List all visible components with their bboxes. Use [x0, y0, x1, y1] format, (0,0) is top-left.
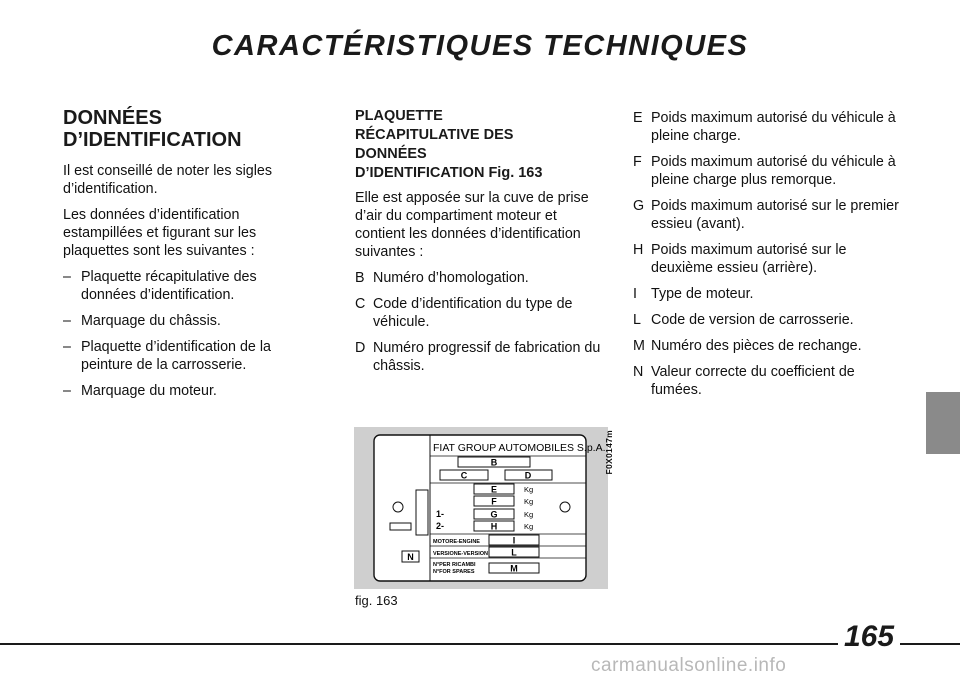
unit-kg: Kg [524, 522, 534, 531]
plate-strip [416, 490, 428, 535]
axle-2-label: 2- [436, 521, 445, 531]
figure-identification-plate [354, 427, 608, 589]
paragraph-plaquette: Elle est apposée sur la cuve de prise d’air du compartiment moteur et contient les données d’identification suivantes : [355, 190, 589, 260]
list-item: – Marquage du moteur. [63, 383, 217, 399]
list-item: E Poids maximum autorisé du véhicule à pleine charge. [633, 110, 896, 144]
label-f: F [491, 496, 497, 507]
label-h: H [490, 521, 498, 532]
paragraph-intro: Il est conseillé de noter les sigles d’identification. [63, 163, 273, 197]
motore-engine-label: MOTORE-ENGINE [433, 539, 480, 545]
watermark: carmanualsonline.info [591, 655, 787, 676]
unit-kg: Kg [524, 485, 534, 494]
plate-header: FIAT GROUP AUTOMOBILES S.p.A. [433, 442, 606, 454]
label-g: G [490, 509, 498, 520]
figure-caption: fig. 163 [355, 593, 398, 608]
subsection-heading-line3: DONNÉES [355, 146, 427, 162]
label-e: E [490, 484, 498, 495]
column-legend [633, 109, 903, 407]
column-identification [63, 107, 295, 408]
list-item: C Code d’identification du type de véhicule. [355, 296, 573, 330]
versione-version-label: VERSIONE-VERSION [433, 551, 489, 557]
axle-1-label: 1- [436, 509, 445, 519]
column-plaquette [355, 107, 610, 383]
list-item: G Poids maximum autorisé sur le premier essieu (avant). [633, 198, 899, 232]
mounting-hole-right [560, 502, 570, 512]
page-title: CARACTÉRISTIQUES TECHNIQUES [211, 30, 749, 62]
section-heading-line2: D’IDENTIFICATION [63, 129, 242, 151]
list-item: N Valeur correcte du coefficient de fumées. [633, 364, 855, 398]
label-n: N [407, 552, 414, 562]
plate-illustration [354, 427, 608, 589]
list-item: – Marquage du châssis. [63, 313, 221, 329]
label-d: D [524, 470, 532, 481]
list-item: I Type de moteur. [633, 286, 754, 302]
label-b: B [490, 457, 498, 468]
list-item: L Code de version de carrosserie. [633, 312, 854, 328]
paragraph-list-intro: Les données d’identification estampillées et figurant sur les plaquettes sont les suivantes : [63, 207, 257, 259]
footer-rule [0, 643, 960, 645]
page-number: 165 [838, 620, 900, 654]
subsection-heading-line4: D’IDENTIFICATION Fig. 163 [355, 165, 543, 181]
label-l: L [511, 547, 517, 558]
figure-code: F0X0147m [604, 430, 614, 475]
subsection-heading-line2: RÉCAPITULATIVE DES [355, 127, 514, 143]
unit-kg: Kg [524, 510, 534, 519]
list-item: D Numéro progressif de fabrication du châssis. [355, 340, 601, 374]
unit-kg: Kg [524, 497, 534, 506]
label-m: M [510, 563, 518, 574]
ricambi-label-2: N°FOR SPARES [433, 569, 475, 575]
section-heading-line1: DONNÉES [63, 107, 162, 129]
label-i: I [512, 535, 516, 546]
list-item: M Numéro des pièces de rechange. [633, 338, 862, 354]
plate-tab [390, 523, 411, 530]
list-item: F Poids maximum autorisé du véhicule à pleine charge plus remorque. [633, 154, 896, 188]
list-item: B Numéro d’homologation. [355, 270, 529, 286]
subsection-heading-line1: PLAQUETTE [355, 108, 443, 124]
list-item: – Plaquette récapitulative des données d’identification. [63, 269, 257, 303]
list-item: – Plaquette d’identification de la peinture de la carrosserie. [63, 339, 271, 373]
list-item: H Poids maximum autorisé sur le deuxième essieu (arrière). [633, 242, 847, 276]
label-c: C [460, 470, 468, 481]
mounting-hole-left [393, 502, 403, 512]
chapter-tab [926, 392, 960, 454]
ricambi-label-1: N°PER RICAMBI [433, 562, 476, 568]
